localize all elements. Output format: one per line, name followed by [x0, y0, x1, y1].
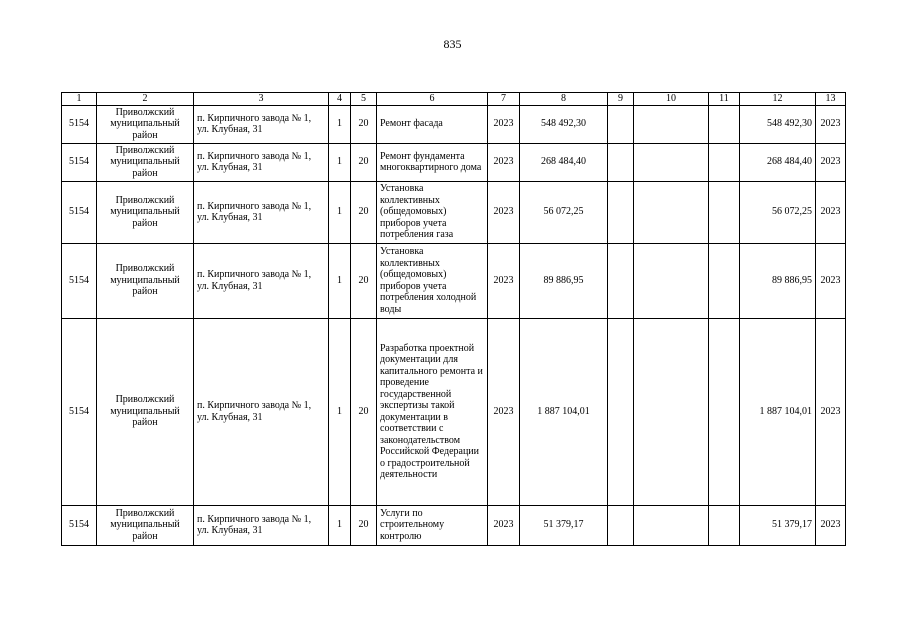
year-cell: 2023 — [488, 318, 520, 505]
column-number: 1 — [62, 93, 97, 106]
table-row — [62, 243, 846, 318]
col9-cell — [608, 105, 634, 143]
work-type-cell: Ремонт фасада — [377, 105, 488, 143]
col5-cell: 20 — [351, 243, 377, 318]
end-year-cell: 2023 — [816, 243, 846, 318]
total-cell: 268 484,40 — [740, 143, 816, 181]
end-year-cell: 2023 — [816, 181, 846, 243]
col4-cell: 1 — [329, 505, 351, 545]
col11-cell — [709, 243, 740, 318]
column-number: 13 — [816, 93, 846, 106]
row-id: 5154 — [62, 143, 97, 181]
col10-cell — [634, 318, 709, 505]
col5-cell: 20 — [351, 143, 377, 181]
column-number-row — [62, 93, 846, 106]
column-number: 11 — [709, 93, 740, 106]
district-cell: Приволжский муниципальный район — [97, 243, 194, 318]
table-row — [62, 105, 846, 143]
year-cell: 2023 — [488, 181, 520, 243]
column-number: 3 — [194, 93, 329, 106]
district-cell: Приволжский муниципальный район — [97, 318, 194, 505]
work-type-cell: Ремонт фундамента многоквартирного дома — [377, 143, 488, 181]
column-number: 12 — [740, 93, 816, 106]
col5-cell: 20 — [351, 181, 377, 243]
year-cell: 2023 — [488, 505, 520, 545]
col4-cell: 1 — [329, 243, 351, 318]
col5-cell: 20 — [351, 318, 377, 505]
address-cell: п. Кирпичного завода № 1, ул. Клубная, 31 — [194, 181, 329, 243]
work-type-cell: Разработка проектной документации для капитального ремонта и проведение государственной экспертизы такой документации в соответствии с законодательством Российской Федерации о градостроительной деятельности — [377, 318, 488, 505]
address-cell: п. Кирпичного завода № 1, ул. Клубная, 31 — [194, 505, 329, 545]
district-cell: Приволжский муниципальный район — [97, 143, 194, 181]
col9-cell — [608, 181, 634, 243]
column-number: 4 — [329, 93, 351, 106]
col11-cell — [709, 105, 740, 143]
amount-cell: 56 072,25 — [520, 181, 608, 243]
year-cell: 2023 — [488, 105, 520, 143]
district-cell: Приволжский муниципальный район — [97, 505, 194, 545]
column-number: 8 — [520, 93, 608, 106]
column-number: 9 — [608, 93, 634, 106]
amount-cell: 89 886,95 — [520, 243, 608, 318]
address-cell: п. Кирпичного завода № 1, ул. Клубная, 31 — [194, 243, 329, 318]
total-cell: 89 886,95 — [740, 243, 816, 318]
col9-cell — [608, 143, 634, 181]
column-number: 6 — [377, 93, 488, 106]
col5-cell: 20 — [351, 105, 377, 143]
total-cell: 56 072,25 — [740, 181, 816, 243]
total-cell: 51 379,17 — [740, 505, 816, 545]
amount-cell: 1 887 104,01 — [520, 318, 608, 505]
end-year-cell: 2023 — [816, 143, 846, 181]
col9-cell — [608, 318, 634, 505]
col4-cell: 1 — [329, 181, 351, 243]
address-cell: п. Кирпичного завода № 1, ул. Клубная, 31 — [194, 143, 329, 181]
col10-cell — [634, 505, 709, 545]
end-year-cell: 2023 — [816, 318, 846, 505]
table-row — [62, 143, 846, 181]
col10-cell — [634, 181, 709, 243]
column-number: 2 — [97, 93, 194, 106]
work-type-cell: Установка коллективных (общедомовых) приборов учета потребления газа — [377, 181, 488, 243]
col4-cell: 1 — [329, 318, 351, 505]
col10-cell — [634, 143, 709, 181]
district-cell: Приволжский муниципальный район — [97, 181, 194, 243]
col4-cell: 1 — [329, 143, 351, 181]
col10-cell — [634, 105, 709, 143]
amount-cell: 548 492,30 — [520, 105, 608, 143]
col11-cell — [709, 318, 740, 505]
row-id: 5154 — [62, 505, 97, 545]
row-id: 5154 — [62, 181, 97, 243]
column-number: 5 — [351, 93, 377, 106]
total-cell: 1 887 104,01 — [740, 318, 816, 505]
capital-repair-table — [61, 92, 846, 546]
end-year-cell: 2023 — [816, 505, 846, 545]
col9-cell — [608, 505, 634, 545]
end-year-cell: 2023 — [816, 105, 846, 143]
row-id: 5154 — [62, 243, 97, 318]
table-row — [62, 318, 846, 505]
page-number: 835 — [443, 37, 462, 51]
table-row — [62, 505, 846, 545]
column-number: 7 — [488, 93, 520, 106]
col9-cell — [608, 243, 634, 318]
row-id: 5154 — [62, 318, 97, 505]
col11-cell — [709, 505, 740, 545]
amount-cell: 268 484,40 — [520, 143, 608, 181]
address-cell: п. Кирпичного завода № 1, ул. Клубная, 31 — [194, 318, 329, 505]
col11-cell — [709, 143, 740, 181]
work-type-cell: Установка коллективных (общедомовых) приборов учета потребления холодной воды — [377, 243, 488, 318]
total-cell: 548 492,30 — [740, 105, 816, 143]
column-number: 10 — [634, 93, 709, 106]
year-cell: 2023 — [488, 143, 520, 181]
row-id: 5154 — [62, 105, 97, 143]
col11-cell — [709, 181, 740, 243]
table-row — [62, 181, 846, 243]
year-cell: 2023 — [488, 243, 520, 318]
col5-cell: 20 — [351, 505, 377, 545]
col10-cell — [634, 243, 709, 318]
work-type-cell: Услуги по строительному контролю — [377, 505, 488, 545]
amount-cell: 51 379,17 — [520, 505, 608, 545]
address-cell: п. Кирпичного завода № 1, ул. Клубная, 31 — [194, 105, 329, 143]
col4-cell: 1 — [329, 105, 351, 143]
district-cell: Приволжский муниципальный район — [97, 105, 194, 143]
